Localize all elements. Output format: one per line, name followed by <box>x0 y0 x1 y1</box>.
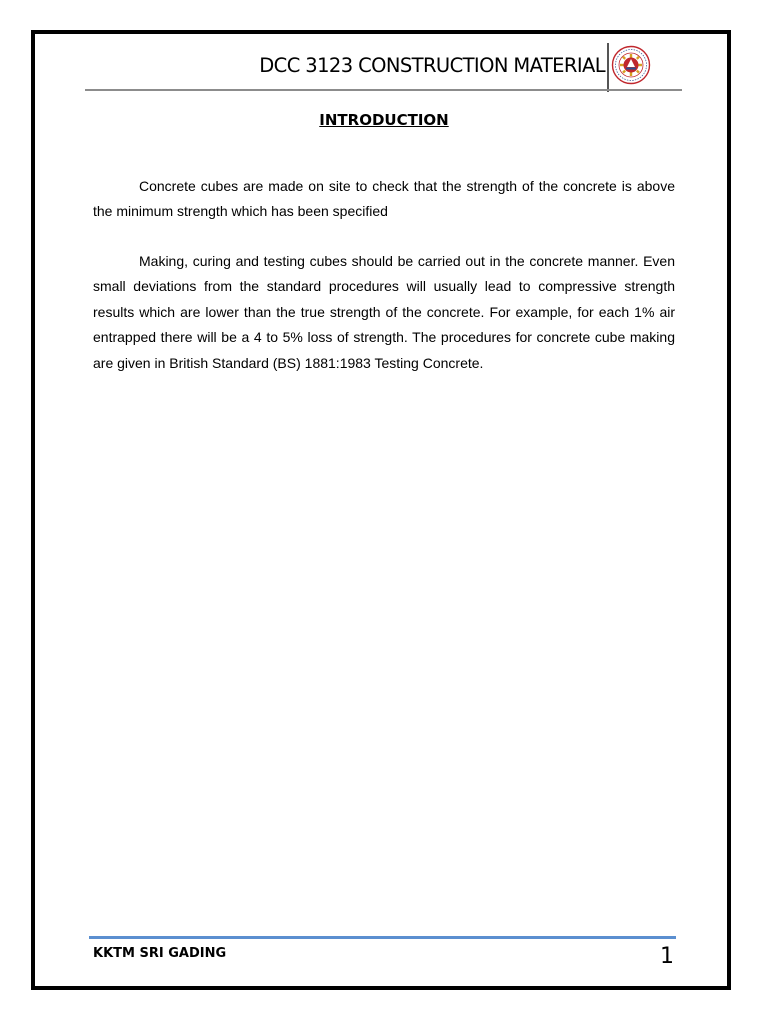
document-header-title: DCC 3123 CONSTRUCTION MATERIAL <box>259 54 605 77</box>
footer-rule <box>89 936 676 939</box>
header-divider-vertical <box>607 43 609 92</box>
page-number: 1 <box>660 944 674 969</box>
footer-institution: KKTM SRI GADING <box>93 946 227 961</box>
section-heading: INTRODUCTION <box>319 111 449 129</box>
header-divider-horizontal <box>85 89 682 91</box>
institution-seal-icon <box>611 45 651 85</box>
body-paragraph: Making, curing and testing cubes should be carried out in the concrete manner. Even small deviations from the standard procedures will usually lead to compressive strength results which are lower than the true strength of the concrete. For example, for each 1% air entrapped there will be a 4 to 5% loss of strength. The procedures for concrete cube making are given in British Standard (BS) 1881:1983 Testing Concrete. <box>93 253 675 371</box>
body-paragraph: Concrete cubes are made on site to check that the strength of the concrete is above the minimum strength which has been specified <box>93 178 675 220</box>
